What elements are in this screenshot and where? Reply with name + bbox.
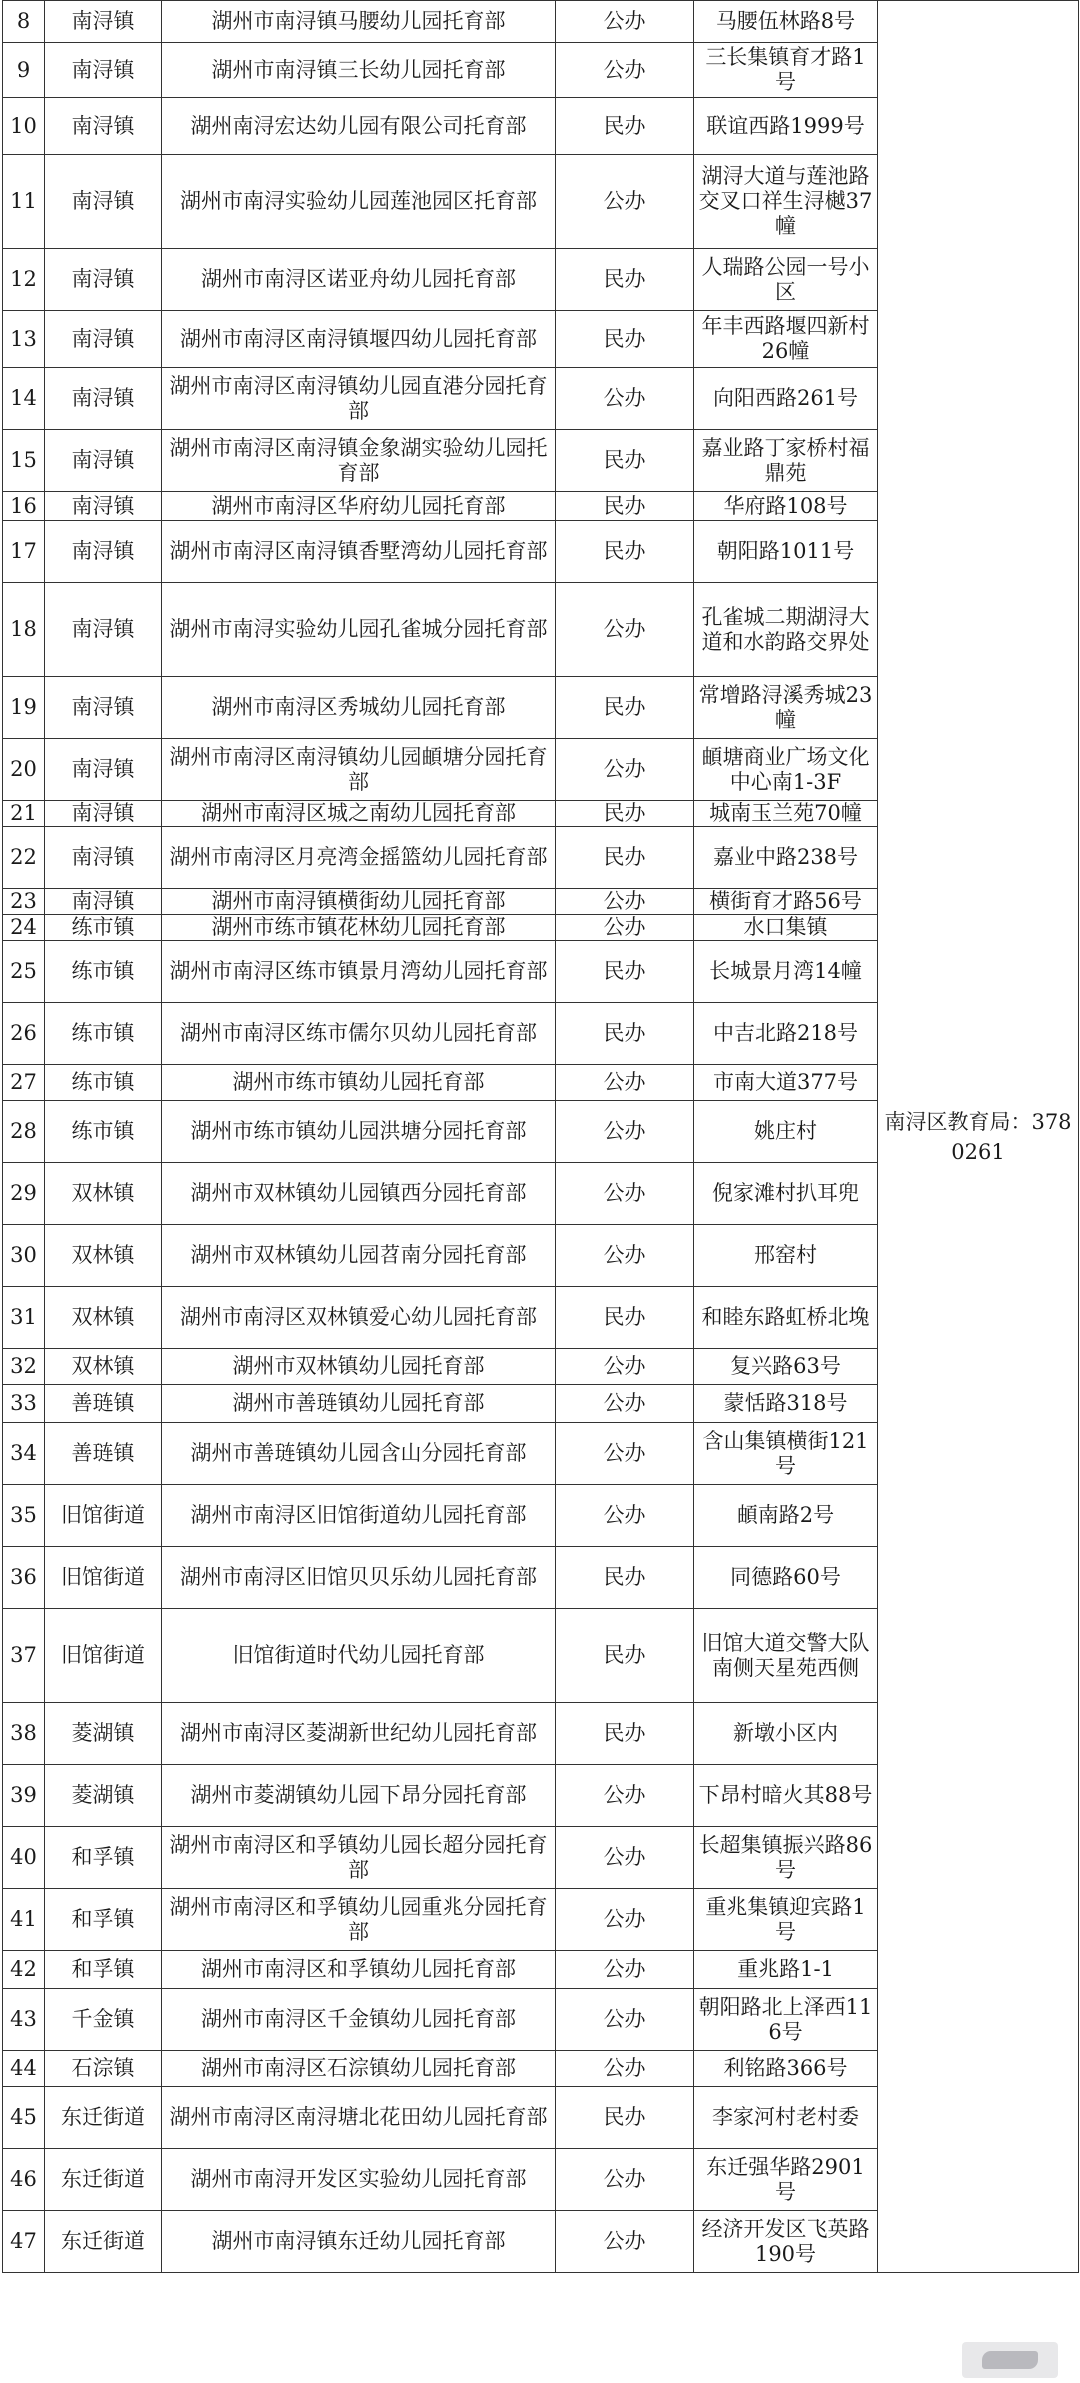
town-cell: 和孚镇 xyxy=(45,1951,162,1989)
address-cell: 经济开发区飞英路190号 xyxy=(694,2211,878,2273)
address-cell: 旧馆大道交警大队南侧天星苑西侧 xyxy=(694,1609,878,1703)
row-number: 34 xyxy=(3,1423,45,1485)
address-cell: 孔雀城二期湖浔大道和水韵路交界处 xyxy=(694,583,878,677)
town-cell: 南浔镇 xyxy=(45,1,162,43)
kindergarten-name-cell: 湖州市南浔区南浔镇幼儿园直港分园托育部 xyxy=(162,368,556,430)
town-cell: 练市镇 xyxy=(45,941,162,1003)
kindergarten-name-cell: 湖州市练市镇幼儿园洪塘分园托育部 xyxy=(162,1101,556,1163)
address-cell: 复兴路63号 xyxy=(694,1349,878,1385)
address-cell: 嘉业中路238号 xyxy=(694,827,878,889)
ownership-type-cell: 公办 xyxy=(556,1349,694,1385)
town-cell: 南浔镇 xyxy=(45,889,162,915)
ownership-type-cell: 公办 xyxy=(556,2211,694,2273)
ownership-type-cell: 公办 xyxy=(556,368,694,430)
town-cell: 东迁街道 xyxy=(45,2149,162,2211)
address-cell: 联谊西路1999号 xyxy=(694,98,878,155)
ownership-type-cell: 公办 xyxy=(556,1423,694,1485)
kindergarten-name-cell: 湖州市双林镇幼儿园托育部 xyxy=(162,1349,556,1385)
address-cell: 华府路108号 xyxy=(694,492,878,521)
kindergarten-name-cell: 湖州南浔宏达幼儿园有限公司托育部 xyxy=(162,98,556,155)
address-cell: 东迁强华路2901号 xyxy=(694,2149,878,2211)
kindergarten-name-cell: 湖州市南浔镇横街幼儿园托育部 xyxy=(162,889,556,915)
town-cell: 菱湖镇 xyxy=(45,1765,162,1827)
ownership-type-cell: 民办 xyxy=(556,1003,694,1065)
town-cell: 南浔镇 xyxy=(45,249,162,311)
ownership-type-cell: 民办 xyxy=(556,1609,694,1703)
address-cell: 李家河村老村委 xyxy=(694,2087,878,2149)
address-cell: 三长集镇育才路1号 xyxy=(694,43,878,98)
kindergarten-name-cell: 湖州市南浔区南浔镇香墅湾幼儿园托育部 xyxy=(162,521,556,583)
address-cell: 湖浔大道与莲池路交叉口祥生浔樾37幢 xyxy=(694,155,878,249)
ownership-type-cell: 公办 xyxy=(556,739,694,801)
address-cell: 嘉业路丁家桥村福鼎苑 xyxy=(694,430,878,492)
ownership-type-cell: 民办 xyxy=(556,98,694,155)
ownership-type-cell: 民办 xyxy=(556,677,694,739)
address-cell: 利铭路366号 xyxy=(694,2051,878,2087)
town-cell: 南浔镇 xyxy=(45,155,162,249)
row-number: 47 xyxy=(3,2211,45,2273)
town-cell: 南浔镇 xyxy=(45,43,162,98)
address-cell: 人瑞路公园一号小区 xyxy=(694,249,878,311)
address-cell: 重兆集镇迎宾路1号 xyxy=(694,1889,878,1951)
town-cell: 南浔镇 xyxy=(45,492,162,521)
ownership-type-cell: 公办 xyxy=(556,1765,694,1827)
address-cell: 马腰伍林路8号 xyxy=(694,1,878,43)
ownership-type-cell: 公办 xyxy=(556,1989,694,2051)
row-number: 42 xyxy=(3,1951,45,1989)
row-number: 28 xyxy=(3,1101,45,1163)
row-number: 30 xyxy=(3,1225,45,1287)
row-number: 40 xyxy=(3,1827,45,1889)
kindergarten-name-cell: 湖州市南浔区月亮湾金摇篮幼儿园托育部 xyxy=(162,827,556,889)
town-cell: 练市镇 xyxy=(45,1101,162,1163)
address-cell: 长城景月湾14幢 xyxy=(694,941,878,1003)
town-cell: 双林镇 xyxy=(45,1225,162,1287)
town-cell: 南浔镇 xyxy=(45,430,162,492)
row-number: 31 xyxy=(3,1287,45,1349)
ownership-type-cell: 公办 xyxy=(556,583,694,677)
town-cell: 双林镇 xyxy=(45,1349,162,1385)
row-number: 23 xyxy=(3,889,45,915)
town-cell: 和孚镇 xyxy=(45,1889,162,1951)
town-cell: 善琏镇 xyxy=(45,1385,162,1423)
kindergarten-name-cell: 湖州市南浔区南浔镇幼儿园頔塘分园托育部 xyxy=(162,739,556,801)
kindergarten-name-cell: 湖州市善琏镇幼儿园含山分园托育部 xyxy=(162,1423,556,1485)
address-cell: 蒙恬路318号 xyxy=(694,1385,878,1423)
town-cell: 旧馆街道 xyxy=(45,1485,162,1547)
ownership-type-cell: 民办 xyxy=(556,801,694,827)
ownership-type-cell: 公办 xyxy=(556,1485,694,1547)
kindergarten-name-cell: 湖州市南浔镇三长幼儿园托育部 xyxy=(162,43,556,98)
address-cell: 中吉北路218号 xyxy=(694,1003,878,1065)
row-number: 33 xyxy=(3,1385,45,1423)
ownership-type-cell: 民办 xyxy=(556,249,694,311)
row-number: 29 xyxy=(3,1163,45,1225)
kindergarten-name-cell: 湖州市南浔镇东迁幼儿园托育部 xyxy=(162,2211,556,2273)
ownership-type-cell: 公办 xyxy=(556,2051,694,2087)
ownership-type-cell: 公办 xyxy=(556,915,694,941)
ownership-type-cell: 民办 xyxy=(556,1703,694,1765)
ownership-type-cell: 公办 xyxy=(556,1827,694,1889)
town-cell: 南浔镇 xyxy=(45,521,162,583)
kindergarten-name-cell: 湖州市练市镇花林幼儿园托育部 xyxy=(162,915,556,941)
town-cell: 南浔镇 xyxy=(45,368,162,430)
row-number: 11 xyxy=(3,155,45,249)
row-number: 10 xyxy=(3,98,45,155)
kindergarten-name-cell: 湖州市南浔区石淙镇幼儿园托育部 xyxy=(162,2051,556,2087)
town-cell: 南浔镇 xyxy=(45,311,162,368)
table-body xyxy=(3,1,1079,2273)
town-cell: 善琏镇 xyxy=(45,1423,162,1485)
row-number: 27 xyxy=(3,1065,45,1101)
kindergarten-name-cell: 湖州市南浔区诺亚舟幼儿园托育部 xyxy=(162,249,556,311)
town-cell: 南浔镇 xyxy=(45,739,162,801)
address-cell: 朝阳路1011号 xyxy=(694,521,878,583)
row-number: 20 xyxy=(3,739,45,801)
town-cell: 南浔镇 xyxy=(45,827,162,889)
row-number: 15 xyxy=(3,430,45,492)
address-cell: 水口集镇 xyxy=(694,915,878,941)
address-cell: 姚庄村 xyxy=(694,1101,878,1163)
ownership-type-cell: 民办 xyxy=(556,1547,694,1609)
kindergarten-name-cell: 湖州市南浔区城之南幼儿园托育部 xyxy=(162,801,556,827)
address-cell: 新墩小区内 xyxy=(694,1703,878,1765)
address-cell: 横街育才路56号 xyxy=(694,889,878,915)
town-cell: 练市镇 xyxy=(45,1065,162,1101)
kindergarten-name-cell: 湖州市双林镇幼儿园镇西分园托育部 xyxy=(162,1163,556,1225)
town-cell: 石淙镇 xyxy=(45,2051,162,2087)
row-number: 36 xyxy=(3,1547,45,1609)
ownership-type-cell: 公办 xyxy=(556,43,694,98)
ownership-type-cell: 公办 xyxy=(556,1385,694,1423)
table-row xyxy=(3,1,1079,43)
row-number: 37 xyxy=(3,1609,45,1703)
address-cell: 长超集镇振兴路86号 xyxy=(694,1827,878,1889)
kindergarten-name-cell: 湖州市南浔区双林镇爱心幼儿园托育部 xyxy=(162,1287,556,1349)
ownership-type-cell: 公办 xyxy=(556,155,694,249)
row-number: 35 xyxy=(3,1485,45,1547)
row-number: 38 xyxy=(3,1703,45,1765)
kindergarten-name-cell: 湖州市南浔区南浔镇堰四幼儿园托育部 xyxy=(162,311,556,368)
row-number: 9 xyxy=(3,43,45,98)
contact-cell: 南浔区教育局：3780261 xyxy=(878,1,1079,2273)
row-number: 25 xyxy=(3,941,45,1003)
childcare-table xyxy=(2,0,1079,2273)
address-cell: 邢窑村 xyxy=(694,1225,878,1287)
town-cell: 南浔镇 xyxy=(45,677,162,739)
address-cell: 頔塘商业广场文化中心南1-3F xyxy=(694,739,878,801)
address-cell: 向阳西路261号 xyxy=(694,368,878,430)
town-cell: 菱湖镇 xyxy=(45,1703,162,1765)
town-cell: 和孚镇 xyxy=(45,1827,162,1889)
ownership-type-cell: 公办 xyxy=(556,1065,694,1101)
kindergarten-name-cell: 湖州市南浔区千金镇幼儿园托育部 xyxy=(162,1989,556,2051)
row-number: 19 xyxy=(3,677,45,739)
ownership-type-cell: 公办 xyxy=(556,1225,694,1287)
ownership-type-cell: 公办 xyxy=(556,1889,694,1951)
town-cell: 双林镇 xyxy=(45,1163,162,1225)
kindergarten-name-cell: 湖州市南浔区南浔镇金象湖实验幼儿园托育部 xyxy=(162,430,556,492)
ownership-type-cell: 民办 xyxy=(556,827,694,889)
town-cell: 双林镇 xyxy=(45,1287,162,1349)
kindergarten-name-cell: 湖州市练市镇幼儿园托育部 xyxy=(162,1065,556,1101)
kindergarten-name-cell: 湖州市南浔实验幼儿园孔雀城分园托育部 xyxy=(162,583,556,677)
row-number: 45 xyxy=(3,2087,45,2149)
town-cell: 南浔镇 xyxy=(45,583,162,677)
address-cell: 市南大道377号 xyxy=(694,1065,878,1101)
row-number: 46 xyxy=(3,2149,45,2211)
row-number: 13 xyxy=(3,311,45,368)
kindergarten-name-cell: 湖州市南浔开发区实验幼儿园托育部 xyxy=(162,2149,556,2211)
row-number: 8 xyxy=(3,1,45,43)
row-number: 43 xyxy=(3,1989,45,2051)
kindergarten-name-cell: 湖州市南浔区旧馆贝贝乐幼儿园托育部 xyxy=(162,1547,556,1609)
ownership-type-cell: 公办 xyxy=(556,889,694,915)
address-cell: 常增路浔溪秀城23幢 xyxy=(694,677,878,739)
row-number: 16 xyxy=(3,492,45,521)
town-cell: 东迁街道 xyxy=(45,2087,162,2149)
kindergarten-name-cell: 湖州市南浔区秀城幼儿园托育部 xyxy=(162,677,556,739)
kindergarten-name-cell: 湖州市南浔区和孚镇幼儿园长超分园托育部 xyxy=(162,1827,556,1889)
town-cell: 旧馆街道 xyxy=(45,1609,162,1703)
row-number: 21 xyxy=(3,801,45,827)
ownership-type-cell: 公办 xyxy=(556,1,694,43)
town-cell: 千金镇 xyxy=(45,1989,162,2051)
row-number: 24 xyxy=(3,915,45,941)
kindergarten-name-cell: 湖州市南浔区和孚镇幼儿园重兆分园托育部 xyxy=(162,1889,556,1951)
town-cell: 旧馆街道 xyxy=(45,1547,162,1609)
kindergarten-name-cell: 湖州市南浔区菱湖新世纪幼儿园托育部 xyxy=(162,1703,556,1765)
ownership-type-cell: 公办 xyxy=(556,1163,694,1225)
ownership-type-cell: 民办 xyxy=(556,521,694,583)
address-cell: 和睦东路虹桥北堍 xyxy=(694,1287,878,1349)
town-cell: 练市镇 xyxy=(45,1003,162,1065)
kindergarten-name-cell: 湖州市菱湖镇幼儿园下昂分园托育部 xyxy=(162,1765,556,1827)
town-cell: 南浔镇 xyxy=(45,98,162,155)
kindergarten-name-cell: 湖州市南浔区练市儒尔贝幼儿园托育部 xyxy=(162,1003,556,1065)
kindergarten-name-cell: 湖州市双林镇幼儿园苕南分园托育部 xyxy=(162,1225,556,1287)
row-number: 22 xyxy=(3,827,45,889)
kindergarten-name-cell: 湖州市南浔区华府幼儿园托育部 xyxy=(162,492,556,521)
address-cell: 年丰西路堰四新村26幢 xyxy=(694,311,878,368)
address-cell: 朝阳路北上泽西116号 xyxy=(694,1989,878,2051)
address-cell: 城南玉兰苑70幢 xyxy=(694,801,878,827)
town-cell: 东迁街道 xyxy=(45,2211,162,2273)
kindergarten-name-cell: 湖州市南浔镇马腰幼儿园托育部 xyxy=(162,1,556,43)
row-number: 32 xyxy=(3,1349,45,1385)
kindergarten-name-cell: 旧馆街道时代幼儿园托育部 xyxy=(162,1609,556,1703)
row-number: 41 xyxy=(3,1889,45,1951)
kindergarten-name-cell: 湖州市南浔区练市镇景月湾幼儿园托育部 xyxy=(162,941,556,1003)
ownership-type-cell: 公办 xyxy=(556,2149,694,2211)
kindergarten-name-cell: 湖州市善琏镇幼儿园托育部 xyxy=(162,1385,556,1423)
ownership-type-cell: 民办 xyxy=(556,941,694,1003)
address-cell: 頔南路2号 xyxy=(694,1485,878,1547)
row-number: 14 xyxy=(3,368,45,430)
ownership-type-cell: 公办 xyxy=(556,1951,694,1989)
ownership-type-cell: 民办 xyxy=(556,492,694,521)
address-cell: 含山集镇横街121号 xyxy=(694,1423,878,1485)
row-number: 12 xyxy=(3,249,45,311)
ownership-type-cell: 民办 xyxy=(556,430,694,492)
ownership-type-cell: 民办 xyxy=(556,1287,694,1349)
ownership-type-cell: 公办 xyxy=(556,1101,694,1163)
town-cell: 练市镇 xyxy=(45,915,162,941)
kindergarten-name-cell: 湖州市南浔实验幼儿园莲池园区托育部 xyxy=(162,155,556,249)
address-cell: 倪家滩村扒耳兜 xyxy=(694,1163,878,1225)
address-cell: 重兆路1-1 xyxy=(694,1951,878,1989)
address-cell: 同德路60号 xyxy=(694,1547,878,1609)
town-cell: 南浔镇 xyxy=(45,801,162,827)
watermark-logo xyxy=(962,2342,1058,2378)
kindergarten-name-cell: 湖州市南浔区和孚镇幼儿园托育部 xyxy=(162,1951,556,1989)
row-number: 17 xyxy=(3,521,45,583)
kindergarten-name-cell: 湖州市南浔区旧馆街道幼儿园托育部 xyxy=(162,1485,556,1547)
ownership-type-cell: 民办 xyxy=(556,311,694,368)
row-number: 26 xyxy=(3,1003,45,1065)
ownership-type-cell: 民办 xyxy=(556,2087,694,2149)
address-cell: 下昂村暗火其88号 xyxy=(694,1765,878,1827)
row-number: 39 xyxy=(3,1765,45,1827)
row-number: 18 xyxy=(3,583,45,677)
kindergarten-name-cell: 湖州市南浔区南浔塘北花田幼儿园托育部 xyxy=(162,2087,556,2149)
row-number: 44 xyxy=(3,2051,45,2087)
